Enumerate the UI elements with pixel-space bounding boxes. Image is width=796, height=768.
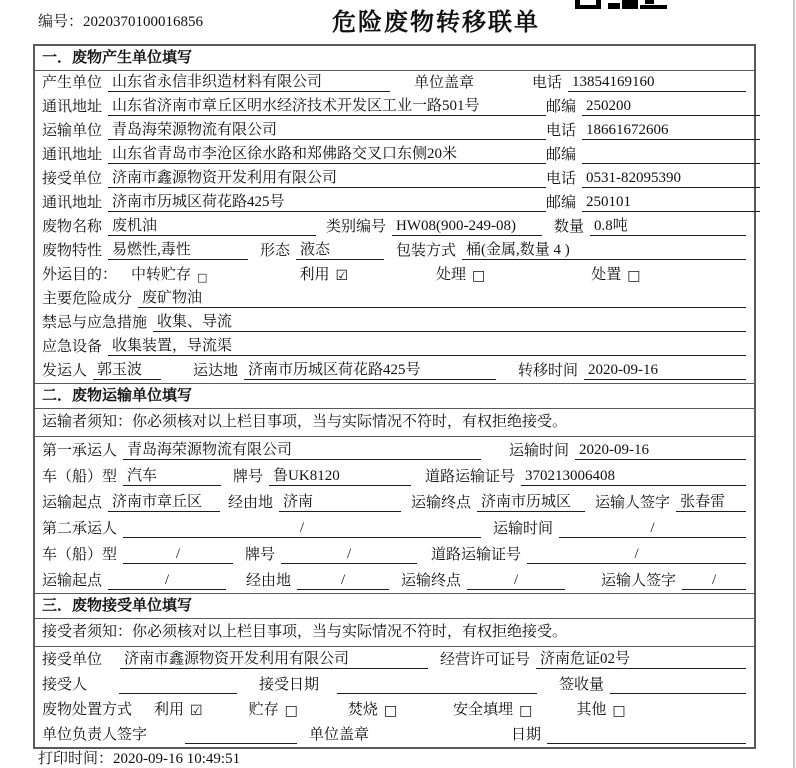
store-checkbox: □ xyxy=(284,702,298,719)
zip-value xyxy=(582,148,760,164)
quantity-value: 0.8吨 xyxy=(590,217,746,236)
license-value: 济南危证02号 xyxy=(536,650,746,669)
row-waste-name xyxy=(35,215,754,239)
first-carrier-label: 第一承运人 xyxy=(42,443,118,459)
row-transport-address xyxy=(35,143,754,167)
packaging-value: 桶(金属,数量 4 ) xyxy=(462,241,746,260)
receive-date-value xyxy=(337,678,537,694)
route-via-label: 经由地 xyxy=(246,573,292,589)
transfer-time-label: 转移时间 xyxy=(518,363,579,379)
transfer-storage-label: 中转贮存 xyxy=(131,267,192,283)
plate-label: 牌号 xyxy=(245,547,276,563)
utilize-checkbox: ☑ xyxy=(190,702,203,719)
vehicle-type-value: 汽车 xyxy=(123,467,221,486)
destination-label: 运达地 xyxy=(193,363,239,379)
row-shipper xyxy=(35,359,754,383)
route-start-label: 运输起点 xyxy=(42,573,103,589)
row-receiver-address xyxy=(35,191,754,215)
phone-value: 18661672606 xyxy=(582,121,760,140)
unit-seal-label: 单位盖章 xyxy=(414,75,475,91)
producer-unit-label: 产生单位 xyxy=(42,75,103,91)
transport-time-label: 运输时间 xyxy=(493,521,554,537)
section-transporter xyxy=(35,383,754,593)
row-taboo-measures xyxy=(35,311,754,335)
transport-time-value: 2020-09-16 xyxy=(575,441,746,460)
section-3-title: 三．废物接受单位填写 xyxy=(35,593,754,619)
receiving-unit-label: 接受单位 xyxy=(42,652,103,668)
section-producer xyxy=(35,46,754,383)
main-hazard-label: 主要危险成分 xyxy=(42,291,133,307)
quantity-label: 数量 xyxy=(554,219,585,235)
utilize-checkbox: ☑ xyxy=(335,267,349,284)
carrier-signature-label: 运输人签字 xyxy=(595,495,671,511)
phone-label: 电话 xyxy=(531,75,562,91)
plate-value: 鲁UK8120 xyxy=(269,467,411,486)
dispose-label: 处置 xyxy=(591,267,622,283)
waste-traits-label: 废物特性 xyxy=(42,243,103,259)
utilize-label: 利用 xyxy=(154,702,185,718)
address-value: 济南市历城区荷花路425号 xyxy=(108,193,546,212)
qr-code-fragment xyxy=(575,0,667,9)
route-via-value: 济南 xyxy=(279,493,401,512)
row-producer-unit xyxy=(35,71,754,95)
receiver-unit-value: 济南市鑫源物资开发利用有限公司 xyxy=(108,169,546,188)
transport-time-value: / xyxy=(559,519,746,538)
route-start-value: 济南市章丘区 xyxy=(108,493,220,512)
landfill-checkbox: □ xyxy=(519,702,533,719)
address-label: 通讯地址 xyxy=(42,99,103,115)
serial-label: 编号： xyxy=(38,14,84,30)
page-edge-line xyxy=(793,0,795,768)
phone-value: 0531-82095390 xyxy=(582,169,760,188)
row-receiver-person xyxy=(35,672,754,697)
row-disposal-method xyxy=(35,697,754,722)
row-waste-traits xyxy=(35,239,754,263)
row-emergency-equipment xyxy=(35,335,754,359)
destination-value: 济南市历城区荷花路425号 xyxy=(244,361,496,380)
utilize-label: 利用 xyxy=(299,267,330,283)
print-time xyxy=(38,747,240,768)
section-receiver xyxy=(35,593,754,747)
receiver-person-label: 接受人 xyxy=(42,677,88,693)
route-start-label: 运输起点 xyxy=(42,495,103,511)
incinerate-checkbox: □ xyxy=(383,702,398,719)
row-outbound-purpose xyxy=(35,263,754,287)
route-start-value: / xyxy=(108,571,226,590)
row-transport-unit xyxy=(35,119,754,143)
category-code-label: 类别编号 xyxy=(326,219,387,235)
shipper-label: 发运人 xyxy=(42,363,88,379)
receiver-unit-label: 接受单位 xyxy=(42,171,103,187)
zip-label: 邮编 xyxy=(546,147,577,163)
row-vehicle-1 xyxy=(35,463,754,489)
license-label: 经营许可证号 xyxy=(440,652,531,668)
transfer-storage-checkbox: □ xyxy=(197,270,208,284)
road-permit-value: 370213006408 xyxy=(521,467,746,486)
carrier-signature-value: / xyxy=(682,571,746,590)
zip-value: 250200 xyxy=(582,97,760,116)
signed-amount-label: 签收量 xyxy=(559,677,605,693)
carrier-signature-label: 运输人签字 xyxy=(601,573,677,589)
carrier-signature-value: 张春雷 xyxy=(676,493,746,512)
first-carrier-value: 青岛海荣源物流有限公司 xyxy=(123,441,481,460)
treat-checkbox: □ xyxy=(472,267,486,284)
road-permit-label: 道路运输证号 xyxy=(425,469,516,485)
responsible-signature-value xyxy=(185,728,297,744)
emergency-equipment-label: 应急设备 xyxy=(42,339,103,355)
address-value: 山东省济南市章丘区明水经济技术开发区工业一路501号 xyxy=(108,97,546,116)
form-value: 液态 xyxy=(296,241,384,260)
route-end-label: 运输终点 xyxy=(411,495,472,511)
zip-label: 邮编 xyxy=(546,195,577,211)
taboo-measures-label: 禁忌与应急措施 xyxy=(42,315,148,331)
emergency-equipment-value: 收集装置，导流渠 xyxy=(108,337,746,356)
receiving-unit-value: 济南市鑫源物资开发利用有限公司 xyxy=(120,650,428,669)
route-end-label: 运输终点 xyxy=(401,573,462,589)
waste-name-value: 废机油 xyxy=(108,217,316,236)
second-carrier-label: 第二承运人 xyxy=(42,521,118,537)
print-time-label: 打印时间： xyxy=(38,751,114,767)
category-code-value: HW08(900-249-08) xyxy=(392,217,542,236)
address-label: 通讯地址 xyxy=(42,147,103,163)
phone-value: 13854169160 xyxy=(568,73,746,92)
row-vehicle-2 xyxy=(35,541,754,567)
section-2-title: 二．废物运输单位填写 xyxy=(35,383,754,409)
vehicle-type-label: 车（船）型 xyxy=(42,469,118,485)
second-carrier-value: / xyxy=(123,519,481,538)
row-responsible-signature xyxy=(35,722,754,747)
route-end-value: / xyxy=(467,571,565,590)
route-via-value: / xyxy=(297,571,389,590)
phone-label: 电话 xyxy=(546,123,577,139)
date-value xyxy=(547,728,746,744)
receiver-person-value xyxy=(119,678,237,694)
transport-unit-value: 青岛海荣源物流有限公司 xyxy=(108,121,546,140)
serial-number xyxy=(38,10,203,31)
page-title: 危险废物转移联单 xyxy=(332,9,540,36)
responsible-signature-label: 单位负责人签字 xyxy=(42,727,148,743)
unit-seal-label: 单位盖章 xyxy=(309,727,370,743)
shipper-value: 郭玉波 xyxy=(93,361,161,380)
row-route-1 xyxy=(35,489,754,515)
store-label: 贮存 xyxy=(248,702,279,718)
manifest-table xyxy=(33,44,756,749)
zip-value: 250101 xyxy=(582,193,760,212)
row-receiver-unit xyxy=(35,167,754,191)
row-main-hazard xyxy=(35,287,754,311)
receive-date-label: 接受日期 xyxy=(259,677,320,693)
purpose-label: 外运目的： xyxy=(42,267,118,283)
route-end-value: 济南市历城区 xyxy=(477,493,585,512)
receiver-notice: 接受者须知：你必须核对以上栏目事项，当与实际情况不符时，有权拒绝接受。 xyxy=(35,619,754,647)
waste-traits-value: 易燃性,毒性 xyxy=(108,241,248,260)
packaging-label: 包装方式 xyxy=(396,243,457,259)
row-route-2 xyxy=(35,567,754,593)
transport-unit-label: 运输单位 xyxy=(42,123,103,139)
road-permit-value: / xyxy=(527,545,746,564)
date-label: 日期 xyxy=(511,727,542,743)
plate-value: / xyxy=(281,545,417,564)
serial-value: 2020370100016856 xyxy=(83,14,204,30)
phone-label: 电话 xyxy=(546,171,577,187)
main-hazard-value: 废矿物油 xyxy=(138,289,746,308)
landfill-label: 安全填埋 xyxy=(453,702,514,718)
address-label: 通讯地址 xyxy=(42,195,103,211)
road-permit-label: 道路运输证号 xyxy=(431,547,522,563)
address-value: 山东省青岛市李沧区徐水路和郑佛路交叉口东侧20米 xyxy=(108,145,546,164)
disposal-method-label: 废物处置方式 xyxy=(42,702,133,718)
route-via-label: 经由地 xyxy=(228,495,274,511)
transporter-notice: 运输者须知：你必须核对以上栏目事项，当与实际情况不符时，有权拒绝接受。 xyxy=(35,409,754,437)
vehicle-type-value: / xyxy=(123,545,233,564)
other-label: 其他 xyxy=(576,702,607,718)
dispose-checkbox: □ xyxy=(627,267,641,284)
incinerate-label: 焚烧 xyxy=(347,702,378,718)
signed-amount-value xyxy=(610,678,746,694)
producer-unit-value: 山东省永信非织造材料有限公司 xyxy=(108,73,390,92)
waste-name-label: 废物名称 xyxy=(42,219,103,235)
other-checkbox: □ xyxy=(612,702,626,719)
treat-label: 处理 xyxy=(436,267,467,283)
vehicle-type-label: 车（船）型 xyxy=(42,547,118,563)
row-receiving-unit xyxy=(35,647,754,672)
zip-label: 邮编 xyxy=(546,99,577,115)
row-second-carrier xyxy=(35,515,754,541)
row-producer-address xyxy=(35,95,754,119)
row-first-carrier xyxy=(35,437,754,463)
plate-label: 牌号 xyxy=(233,469,264,485)
transfer-time-value: 2020-09-16 xyxy=(584,361,746,380)
section-1-title: 一．废物产生单位填写 xyxy=(35,46,754,71)
transport-time-label: 运输时间 xyxy=(509,443,570,459)
print-time-value: 2020-09-16 10:49:51 xyxy=(113,751,241,767)
taboo-measures-value: 收集、导流 xyxy=(153,313,746,332)
form-label: 形态 xyxy=(260,243,291,259)
